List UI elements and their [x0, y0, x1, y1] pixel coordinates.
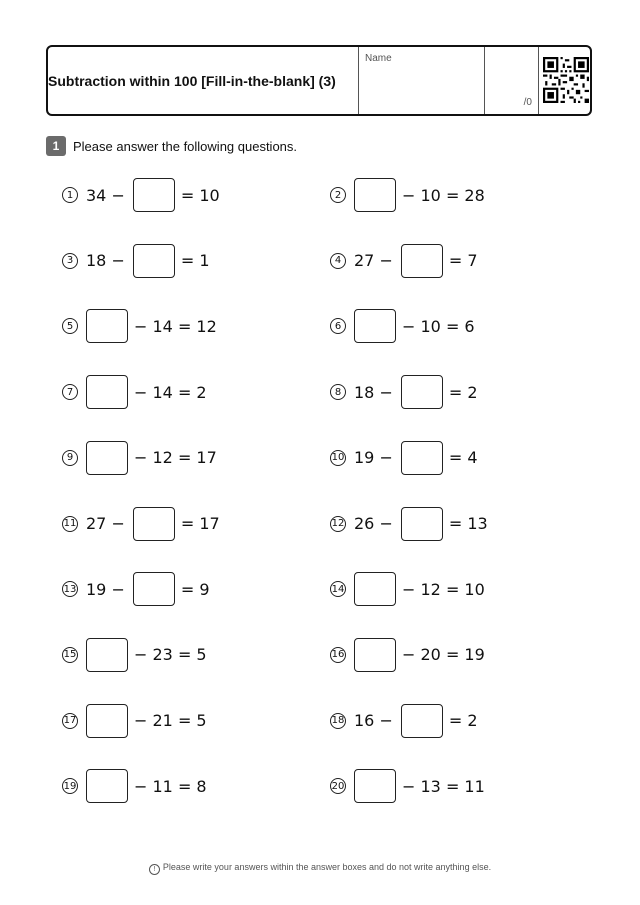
answer-box[interactable]: [354, 309, 396, 343]
name-field[interactable]: [358, 47, 484, 114]
problem-number: 18: [330, 713, 346, 729]
problem-text-after: = 13: [448, 514, 488, 533]
answer-box[interactable]: [401, 704, 443, 738]
problem-text-before: 26 −: [354, 514, 393, 533]
problem-item: [62, 374, 207, 410]
answer-box[interactable]: [133, 244, 175, 278]
answer-box[interactable]: [86, 769, 128, 803]
name-label: Name: [365, 53, 392, 64]
footer-text: Please write your answers within the answer boxes and do not write anything else.: [162, 862, 492, 872]
problem-number: 2: [330, 187, 346, 203]
problem-item: [330, 308, 475, 344]
problem-text-before: 19 −: [86, 579, 125, 599]
worksheet-header: [46, 45, 592, 116]
problem-number: 9: [62, 450, 78, 466]
section-instruction: Please answer the following questions.: [73, 138, 298, 154]
footer-note: [0, 862, 640, 875]
problem-item: [330, 177, 485, 213]
problem-number: 4: [330, 253, 346, 269]
problem-item: [330, 374, 478, 410]
problem-number: 6: [330, 318, 346, 334]
problem-number: 14: [330, 581, 346, 597]
answer-box[interactable]: [401, 441, 443, 475]
problem-item: [62, 571, 210, 607]
problem-item: [330, 440, 478, 476]
problem-text-after: − 10 = 6: [402, 316, 475, 336]
problem-number: 13: [62, 581, 78, 597]
problem-text-before: 19 −: [354, 448, 393, 468]
problem-text-after: − 20 = 19: [402, 645, 485, 665]
answer-box[interactable]: [86, 638, 128, 672]
problem-text-before: 18 −: [86, 251, 125, 271]
problem-item: [62, 177, 220, 213]
answer-box[interactable]: [401, 244, 443, 278]
problem-number: 11: [62, 516, 78, 532]
problem-text-after: − 10 = 28: [402, 185, 485, 205]
score-field: [484, 47, 538, 114]
qr-code-area: [538, 47, 590, 114]
problem-text-after: − 12 = 10: [402, 579, 485, 599]
problem-item: [62, 308, 217, 344]
problem-text-after: = 2: [448, 711, 478, 731]
problem-number: 5: [62, 318, 78, 334]
answer-box[interactable]: [401, 375, 443, 409]
problem-number: 3: [62, 253, 78, 269]
problem-item: [330, 243, 478, 279]
problem-text-after: = 17: [180, 514, 220, 533]
qr-code-icon: [543, 57, 589, 103]
problem-item: [62, 637, 207, 673]
problem-text-after: = 4: [448, 448, 478, 468]
problem-text-before: 34 −: [86, 185, 125, 205]
problem-item: [330, 571, 485, 607]
problem-number: 20: [330, 778, 346, 794]
answer-box[interactable]: [86, 704, 128, 738]
problem-item: [330, 703, 478, 739]
answer-box[interactable]: [86, 441, 128, 475]
problem-number: 17: [62, 713, 78, 729]
problem-text-after: − 21 = 5: [134, 711, 207, 731]
problem-item: [62, 703, 207, 739]
problem-number: 15: [62, 647, 78, 663]
answer-box[interactable]: [133, 507, 175, 541]
answer-box[interactable]: [354, 638, 396, 672]
answer-box[interactable]: [354, 572, 396, 606]
info-icon: !: [149, 864, 160, 875]
problem-item: [330, 768, 485, 804]
problem-text-after: = 2: [448, 382, 478, 402]
problem-item: [62, 243, 210, 279]
problem-text-after: − 14 = 2: [134, 382, 207, 402]
problem-number: 16: [330, 647, 346, 663]
answer-box[interactable]: [133, 178, 175, 212]
answer-box[interactable]: [133, 572, 175, 606]
problem-text-after: = 7: [448, 251, 478, 271]
answer-box[interactable]: [354, 769, 396, 803]
problem-text-before: 16 −: [354, 711, 393, 731]
problem-number: 1: [62, 187, 78, 203]
problem-number: 19: [62, 778, 78, 794]
problem-number: 8: [330, 384, 346, 400]
problem-text-after: = 10: [180, 185, 220, 205]
problem-text-after: − 14 = 12: [134, 316, 217, 336]
problem-text-after: − 12 = 17: [134, 448, 217, 468]
answer-box[interactable]: [86, 375, 128, 409]
problem-text-after: − 23 = 5: [134, 645, 207, 665]
section-number: 1: [46, 136, 66, 156]
problem-text-after: − 11 = 8: [134, 776, 207, 796]
problem-text-after: = 9: [180, 579, 210, 599]
problem-text-before: 27 −: [86, 514, 125, 533]
problem-item: [330, 637, 485, 673]
problem-item: [62, 768, 207, 804]
problem-number: 7: [62, 384, 78, 400]
problem-item: [62, 440, 217, 476]
problem-number: 12: [330, 516, 346, 532]
problem-number: 10: [330, 450, 346, 466]
section-heading: [46, 136, 297, 156]
answer-box[interactable]: [401, 507, 443, 541]
score-label: /0: [523, 97, 532, 108]
problem-text-after: − 13 = 11: [402, 776, 485, 796]
problem-item: [330, 506, 488, 542]
worksheet-title: Subtraction within 100 [Fill-in-the-blank] (3): [48, 72, 336, 89]
problem-text-before: 18 −: [354, 382, 393, 402]
answer-box[interactable]: [354, 178, 396, 212]
problem-text-after: = 1: [180, 251, 210, 271]
problem-text-before: 27 −: [354, 251, 393, 271]
problem-item: [62, 506, 220, 542]
answer-box[interactable]: [86, 309, 128, 343]
